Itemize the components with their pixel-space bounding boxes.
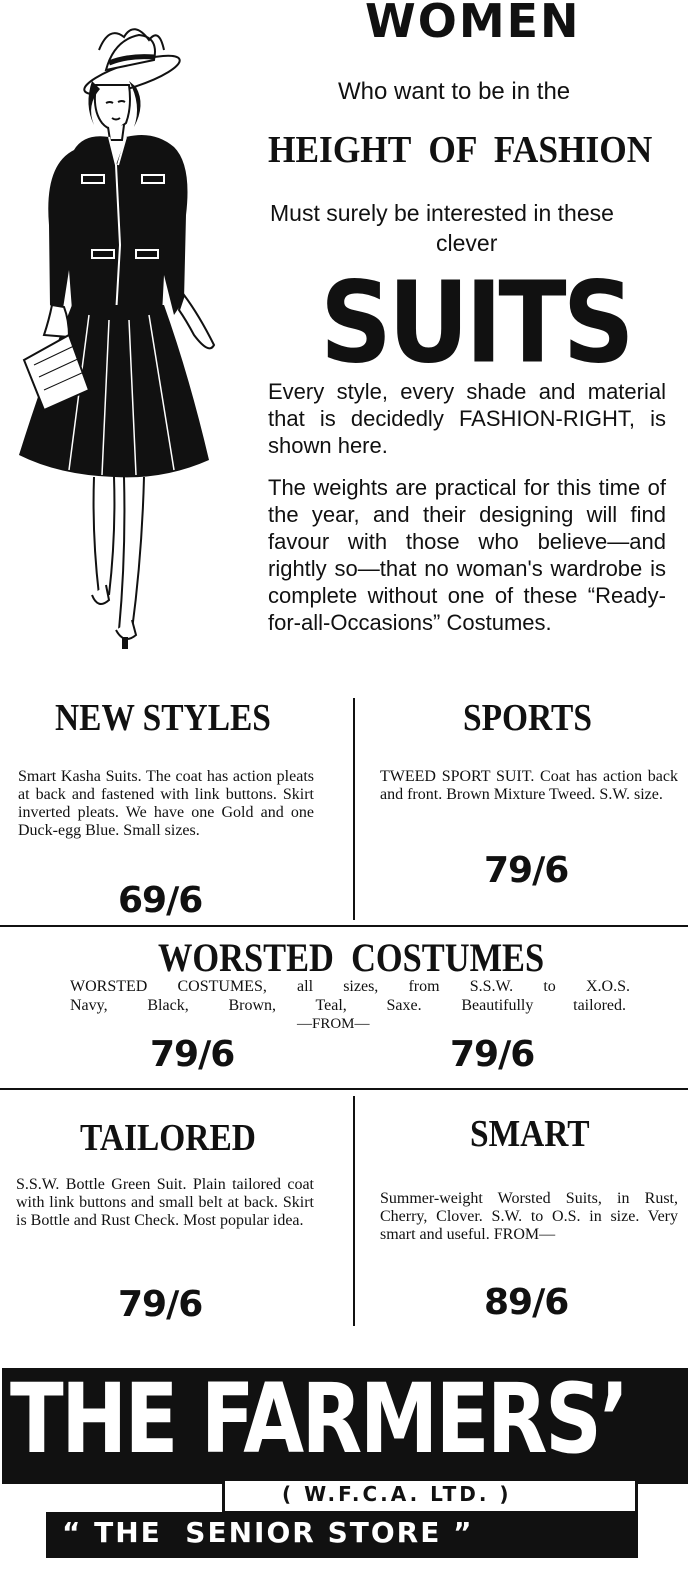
- smart-price: 89/6: [484, 1282, 569, 1323]
- fashion-illustration: [14, 15, 244, 660]
- divider-row3: [353, 1096, 355, 1326]
- worsted-price-right: 79/6: [450, 1034, 535, 1075]
- worsted-description-2: Navy, Black, Brown, Teal, Saxe. Beautifully tailored.: [70, 997, 626, 1014]
- sports-title: SPORTS: [463, 697, 592, 739]
- smart-title: SMART: [470, 1113, 590, 1155]
- footer-slogan: “ THE SENIOR STORE ”: [62, 1516, 474, 1549]
- tailored-description: S.S.W. Bottle Green Suit. Plain tailored coat with link buttons and small belt at back. Skirt is Bottle and Rust Check. Most popular idea.: [16, 1176, 314, 1229]
- smart-description: Summer-weight Worsted Suits, in Rust, Cherry, Clover. S.W. to O.S. in size. Very smart and useful. FROM—: [380, 1190, 678, 1243]
- worsted-title: WORSTED COSTUMES: [158, 935, 545, 980]
- intro-paragraph-1: Every style, every shade and material that is decidedly FASHION-RIGHT, is shown here.: [268, 379, 666, 458]
- footer-ltd: ( W.F.C.A. LTD. ): [282, 1482, 512, 1506]
- subhead-line3: clever: [436, 230, 498, 256]
- new-styles-title: NEW STYLES: [55, 697, 271, 739]
- divider-row1: [353, 698, 355, 920]
- worsted-description-1: WORSTED COSTUMES, all sizes, from S.S.W. to X.O.S.: [70, 978, 630, 995]
- worsted-from: —FROM—: [297, 1016, 370, 1032]
- subhead-line2: Must surely be interested in these: [270, 200, 614, 226]
- worsted-price-left: 79/6: [150, 1034, 235, 1075]
- footer-brand: THE FARMERS’: [10, 1363, 627, 1475]
- sports-price: 79/6: [484, 850, 569, 891]
- subhead-line1: Who want to be in the: [338, 78, 571, 105]
- new-styles-price: 69/6: [118, 880, 203, 921]
- divider-h2: [0, 1088, 688, 1090]
- new-styles-description: Smart Kasha Suits. The coat has action pleats at back and fastened with link buttons. Skirt inverted pleats. We have one Gold and one Duck-egg Blue. Small sizes.: [18, 768, 314, 839]
- headline-suits: SUITS: [320, 257, 631, 389]
- tailored-title: TAILORED: [80, 1117, 256, 1159]
- headline-women: WOMEN: [365, 0, 581, 48]
- divider-h1: [0, 925, 688, 927]
- intro-paragraph-2: The weights are practical for this time of the year, and their designing will find favour with those who believe—and rightly so—that no woman's wardrobe is complete without one of these “Ready-for-all-Occasions” Costumes.: [268, 475, 666, 635]
- headline-height-of-fashion: HEIGHT OF FASHION: [268, 129, 653, 171]
- sports-description: TWEED SPORT SUIT. Coat has action back and front. Brown Mixture Tweed. S.W. size.: [380, 768, 678, 803]
- tailored-price: 79/6: [118, 1284, 203, 1325]
